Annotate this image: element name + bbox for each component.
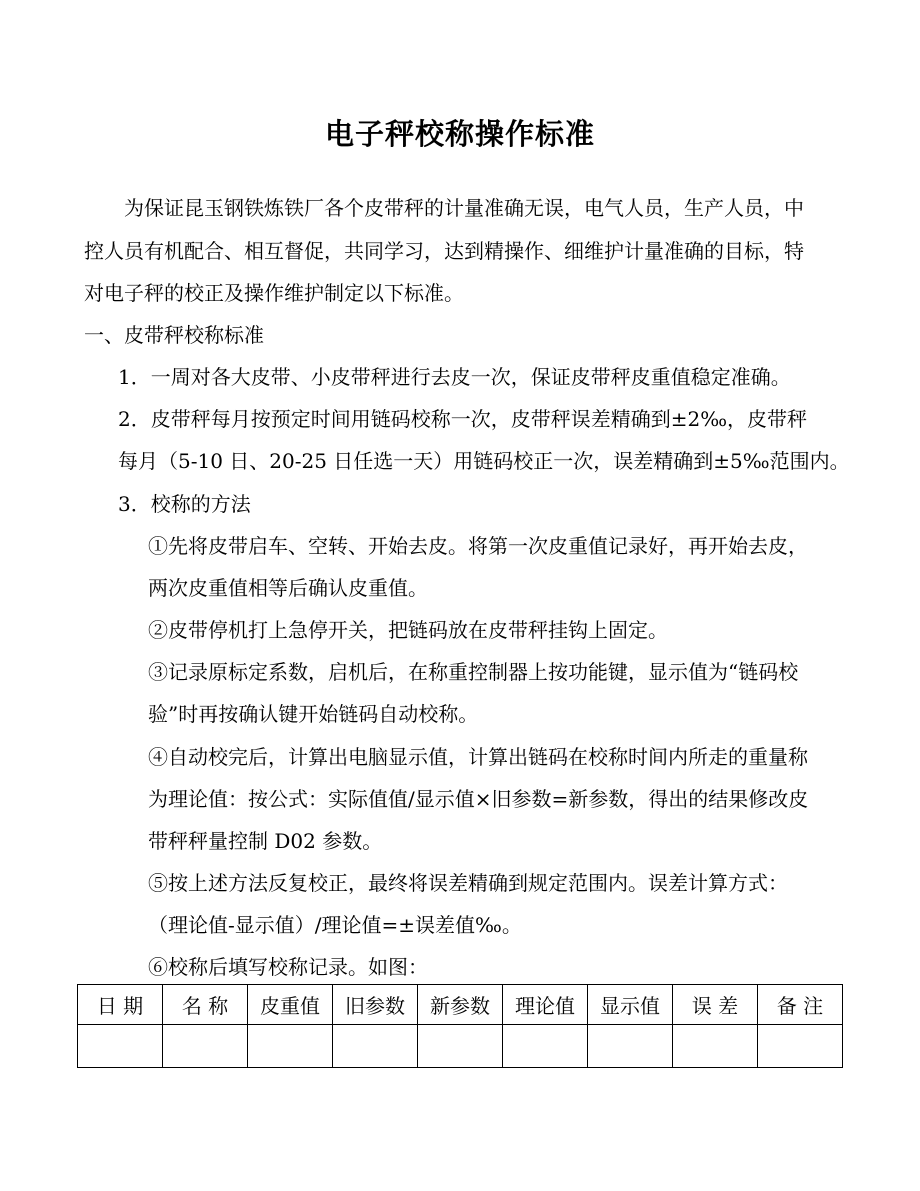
table-cell	[333, 1025, 418, 1068]
step-6: ⑥校称后填写校称记录。如图：	[148, 955, 428, 979]
header-old-parameter: 旧参数	[333, 985, 418, 1025]
header-date: 日 期	[78, 985, 163, 1025]
intro-line-1: 为保证昆玉钢铁炼铁厂各个皮带秤的计量准确无误，电气人员，生产人员，中	[124, 196, 804, 220]
intro-line-3: 对电子秤的校正及操作维护制定以下标准。	[84, 281, 464, 305]
header-name: 名 称	[163, 985, 248, 1025]
table-cell	[758, 1025, 843, 1068]
header-theoretical-value: 理论值	[503, 985, 588, 1025]
table-header-row	[78, 985, 843, 1025]
list-item-1: 1．一周对各大皮带、小皮带秤进行去皮一次，保证皮带秤皮重值稳定准确。	[118, 365, 791, 389]
step-2: ②皮带停机打上急停开关，把链码放在皮带秤挂钩上固定。	[148, 618, 668, 642]
table-cell	[673, 1025, 758, 1068]
header-display-value: 显示值	[588, 985, 673, 1025]
step-5-line-2: （理论值-显示值）/理论值=±误差值‰。	[148, 913, 522, 937]
step-4-line-2: 为理论值：按公式：实际值值/显示值×旧参数=新参数，得出的结果修改皮	[148, 787, 809, 811]
step-3-line-1: ③记录原标定系数，启机后，在称重控制器上按功能键，显示值为“链码校	[148, 660, 799, 684]
table-cell	[248, 1025, 333, 1068]
step-5-line-1: ⑤按上述方法反复校正，最终将误差精确到规定范围内。误差计算方式：	[148, 871, 788, 895]
table-cell	[588, 1025, 673, 1068]
list-item-2-line-1: 2．皮带秤每月按预定时间用链码校称一次，皮带秤误差精确到±2‰，皮带秤	[118, 407, 808, 431]
header-tare-value: 皮重值	[248, 985, 333, 1025]
calibration-record-table	[77, 984, 843, 1068]
step-3-line-2: 验”时再按确认键开始链码自动校称。	[148, 702, 479, 726]
table-cell	[78, 1025, 163, 1068]
step-4-line-1: ④自动校完后，计算出电脑显示值，计算出链码在校称时间内所走的重量称	[148, 745, 808, 769]
section-heading: 一、皮带秤校称标准	[84, 323, 264, 347]
table-cell	[503, 1025, 588, 1068]
header-remarks: 备 注	[758, 985, 843, 1025]
list-item-3: 3．校称的方法	[118, 492, 251, 516]
step-1-line-1: ①先将皮带启车、空转、开始去皮。将第一次皮重值记录好，再开始去皮，	[148, 534, 808, 558]
table-cell	[163, 1025, 248, 1068]
intro-line-2: 控人员有机配合、相互督促，共同学习，达到精操作、细维护计量准确的目标，特	[84, 239, 804, 263]
table-row	[78, 1025, 843, 1068]
table-cell	[418, 1025, 503, 1068]
document-title: 电子秤校称操作标准	[324, 117, 595, 151]
step-4-line-3: 带秤秤量控制 D02 参数。	[148, 829, 383, 853]
step-1-line-2: 两次皮重值相等后确认皮重值。	[148, 576, 428, 600]
header-new-parameter: 新参数	[418, 985, 503, 1025]
header-error: 误 差	[673, 985, 758, 1025]
list-item-2-line-2: 每月（5-10 日、20-25 日任选一天）用链码校正一次，误差精确到±5‰范围内。	[118, 449, 850, 473]
